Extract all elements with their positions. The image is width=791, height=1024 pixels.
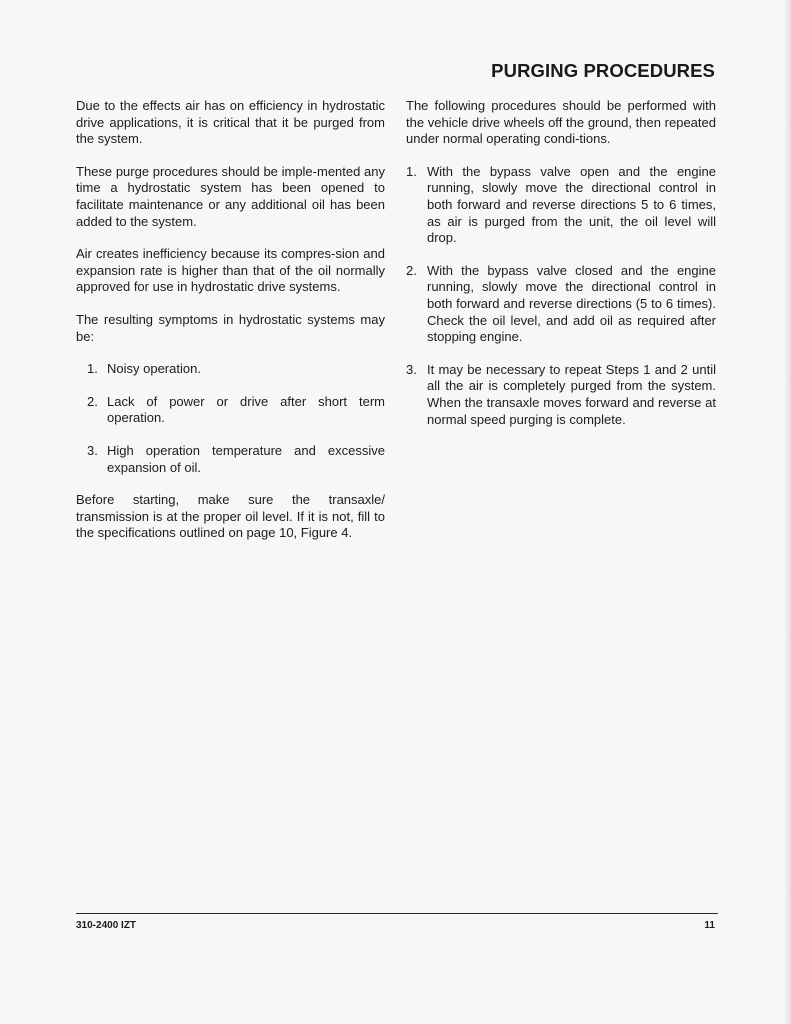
list-item-text: Lack of power or drive after short term operation. <box>107 393 385 426</box>
right-column <box>406 98 716 444</box>
list-item <box>76 394 385 427</box>
document-number: 310-2400 IZT <box>76 920 137 931</box>
list-item <box>406 263 716 346</box>
list-item-number: 1. <box>87 361 98 377</box>
list-item-number: 3. <box>87 442 98 458</box>
list-item <box>76 361 385 378</box>
page-title: PURGING PROCEDURES <box>491 60 715 81</box>
intro-paragraph: Due to the effects air has on efficiency in hydrostatic drive applications, it is critical that it be purged from the system. <box>76 98 385 147</box>
symptoms-list <box>76 361 385 476</box>
page-number: 11 <box>704 920 715 931</box>
list-item-number: 2. <box>87 393 98 409</box>
list-item-number: 2. <box>406 262 417 278</box>
footer-divider <box>76 913 718 914</box>
symptoms-intro-paragraph: The resulting symptoms in hydrostatic systems may be: <box>76 311 385 344</box>
before-starting-paragraph: Before starting, make sure the transaxle/ transmission is at the proper oil level. If it is not, fill to the specifications outlined on page 10, Figure 4. <box>76 492 385 541</box>
list-item-text: Noisy operation. <box>107 361 201 377</box>
list-item <box>76 443 385 476</box>
scan-edge <box>785 0 791 1024</box>
left-column <box>76 98 385 558</box>
list-item-text: With the bypass valve open and the engine running, slowly move the directional control in both forward and reverse directions 5 to 6 times, as air is purged from the unit, the oil level will drop. <box>427 163 716 246</box>
procedure-intro-paragraph: The following procedures should be performed with the vehicle drive wheels off the ground, then repeated under normal operating condi-tions. <box>406 98 716 147</box>
procedure-steps-list <box>406 164 716 428</box>
list-item-number: 1. <box>406 163 417 179</box>
list-item <box>406 362 716 428</box>
list-item <box>406 164 716 247</box>
when-to-purge-paragraph: These purge procedures should be imple-mented any time a hydrostatic system has been opened to facilitate maintenance or any additional oil has been added to the system. <box>76 163 385 229</box>
inefficiency-paragraph: Air creates inefficiency because its compres-sion and expansion rate is higher than that of the oil normally approved for use in hydrostatic drive systems. <box>76 246 385 295</box>
list-item-text: High operation temperature and excessive expansion of oil. <box>107 442 385 475</box>
list-item-number: 3. <box>406 361 417 377</box>
list-item-text: With the bypass valve closed and the engine running, slowly move the directional control in both forward and reverse directions (5 to 6 times). Check the oil level, and add oil as required after stopping engine. <box>427 262 716 345</box>
list-item-text: It may be necessary to repeat Steps 1 and 2 until all the air is completely purged from the system. When the transaxle moves forward and reverse at normal speed purging is complete. <box>427 361 716 427</box>
